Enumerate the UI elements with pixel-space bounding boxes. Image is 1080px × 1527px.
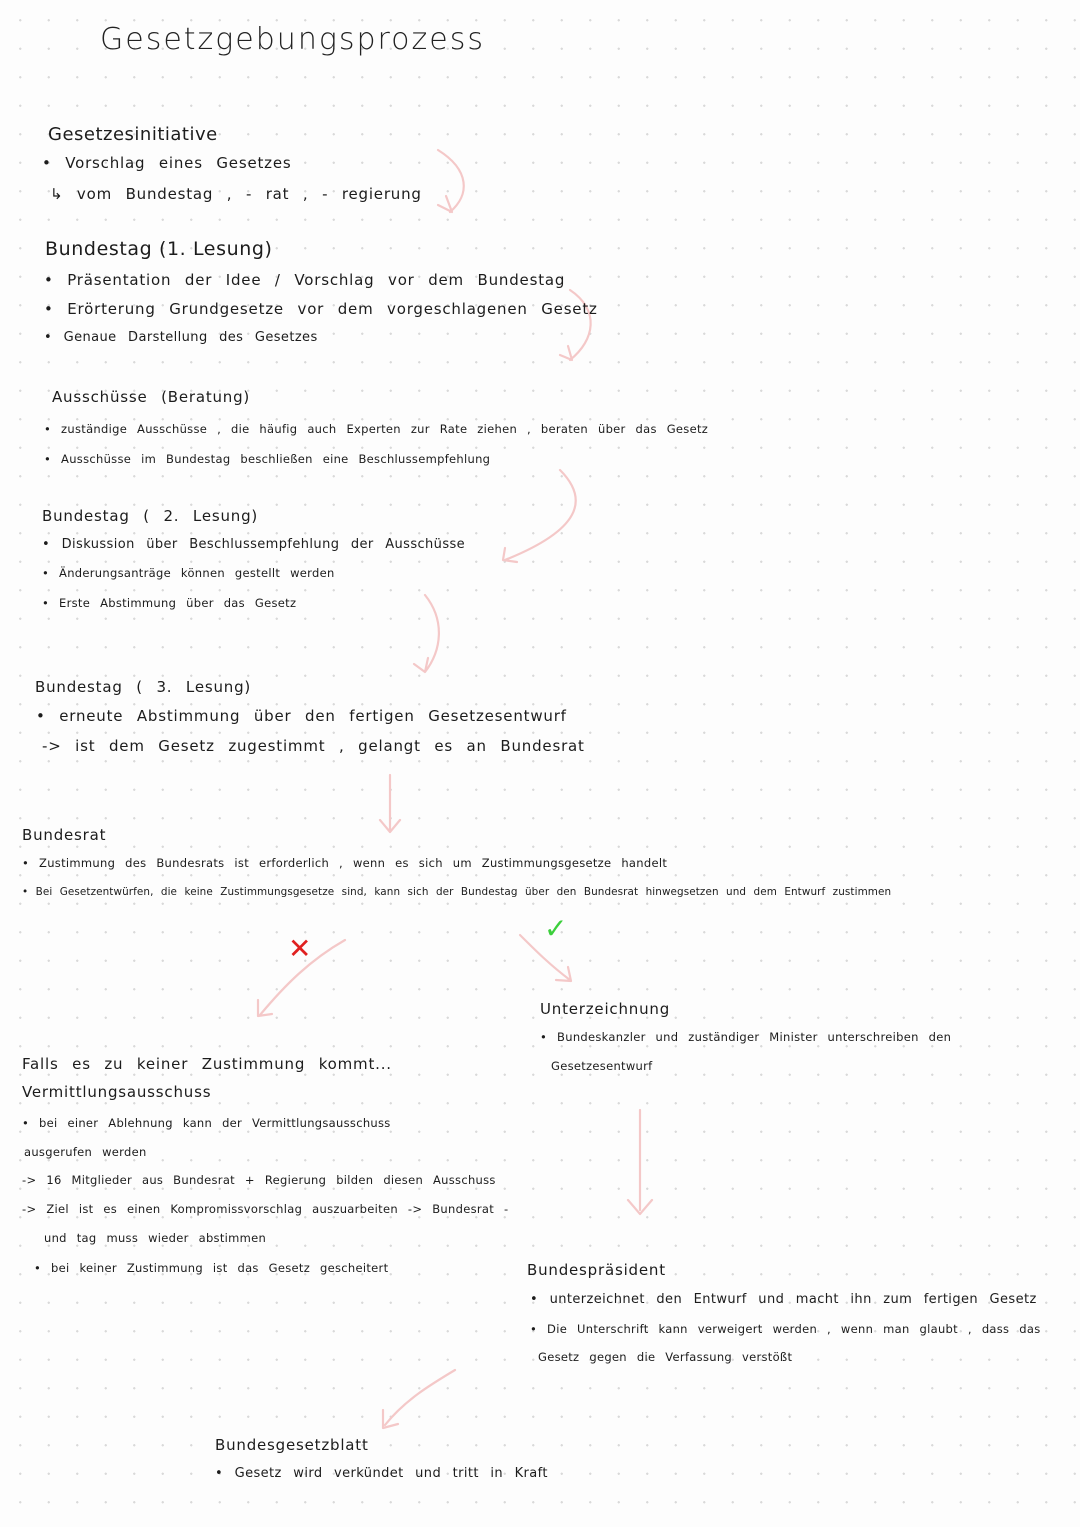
initiative-item: • Vorschlag eines Gesetzes (42, 154, 292, 172)
vermittlung-item: ausgerufen werden (24, 1145, 147, 1159)
vermittlung-item: und tag muss wieder abstimmen (44, 1231, 267, 1245)
section-initiative-heading: Gesetzesinitiative (48, 124, 218, 145)
lesung1-item: • Erörterung Grundgesetze vor dem vorgeschlagenen Gesetz (44, 300, 598, 318)
vermittlung-item: • bei einer Ablehnung kann der Vermittlungsausschuss (22, 1116, 391, 1130)
section-ausschuesse-heading: Ausschüsse (Beratung) (52, 388, 251, 406)
flow-arrow (414, 595, 439, 672)
praesident-item: • unterzeichnet den Entwurf und macht ihn zum fertigen Gesetz (530, 1292, 1037, 1307)
bundesrat-item: • Zustimmung des Bundesrats ist erforderlich , wenn es sich um Zustimmungsgesetze handelt (22, 856, 668, 870)
page-title: Gesetzgebungsprozess (100, 22, 485, 57)
section-unterzeichnung-heading: Unterzeichnung (540, 1000, 671, 1018)
vermittlung-item: • bei keiner Zustimmung ist das Gesetz gescheitert (34, 1261, 389, 1275)
unterzeichnung-item: • Bundeskanzler und zuständiger Minister unterschreiben den (540, 1030, 952, 1044)
lesung2-item: • Diskussion über Beschlussempfehlung der Ausschüsse (42, 537, 466, 552)
section-bundesrat-heading: Bundesrat (22, 826, 107, 844)
praesident-item: • Die Unterschrift kann verweigert werden , wenn man glaubt , dass das (530, 1322, 1041, 1336)
gesetzblatt-item: • Gesetz wird verkündet und tritt in Kraft (215, 1466, 548, 1481)
ausschuesse-item: • zuständige Ausschüsse , die häufig auch Experten zur Rate ziehen , beraten über das Gesetz (44, 422, 709, 436)
vermittlung-intro: Falls es zu keiner Zustimmung kommt... (22, 1055, 392, 1073)
lesung1-item: • Präsentation der Idee / Vorschlag vor dem Bundestag (44, 271, 566, 289)
flow-arrow (383, 1370, 455, 1428)
flow-arrow (503, 470, 576, 562)
vermittlung-item: -> Ziel ist es einen Kompromissvorschlag auszuarbeiten -> Bundesrat - (22, 1202, 509, 1216)
lesung1-item: • Genaue Darstellung des Gesetzes (44, 330, 318, 345)
cross-mark-icon: ✕ (288, 932, 312, 965)
bundesrat-item: • Bei Gesetzentwürfen, die keine Zustimmungsgesetze sind, kann sich der Bundestag über den Bundesrat hinwegsetzen und dem Entwurf zustimmen (22, 886, 892, 898)
lesung3-item: • erneute Abstimmung über den fertigen Gesetzesentwurf (36, 707, 567, 725)
section-gesetzblatt-heading: Bundesgesetzblatt (215, 1436, 369, 1454)
section-lesung3-heading: Bundestag ( 3. Lesung) (35, 678, 252, 696)
flow-arrow (438, 150, 464, 212)
flow-arrow (380, 775, 400, 832)
lesung3-item: -> ist dem Gesetz zugestimmt , gelangt es an Bundesrat (42, 737, 585, 755)
lesung2-item: • Änderungsanträge können gestellt werden (42, 566, 335, 580)
section-praesident-heading: Bundespräsident (527, 1261, 666, 1279)
unterzeichnung-item: Gesetzesentwurf (551, 1059, 653, 1073)
section-vermittlung-heading: Vermittlungsausschuss (22, 1083, 212, 1101)
check-mark-icon: ✓ (544, 912, 568, 945)
lesung2-item: • Erste Abstimmung über das Gesetz (42, 596, 297, 610)
flow-arrow (628, 1110, 652, 1214)
praesident-item: Gesetz gegen die Verfassung verstößt (538, 1350, 793, 1364)
vermittlung-item: -> 16 Mitglieder aus Bundesrat + Regierung bilden diesen Ausschuss (22, 1173, 496, 1187)
initiative-item: ↳ vom Bundestag , - rat , - regierung (50, 185, 422, 203)
ausschuesse-item: • Ausschüsse im Bundestag beschließen eine Beschlussempfehlung (44, 452, 491, 466)
section-lesung1-heading: Bundestag (1. Lesung) (45, 238, 273, 260)
section-lesung2-heading: Bundestag ( 2. Lesung) (42, 507, 259, 525)
